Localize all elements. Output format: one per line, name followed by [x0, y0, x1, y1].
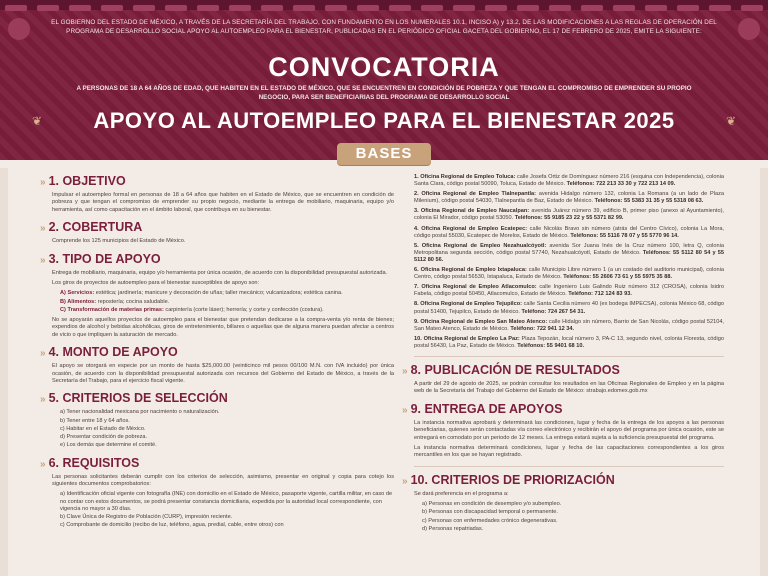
section-monto	[40, 345, 394, 385]
list-item: d) Personas repatriadas.	[422, 525, 484, 532]
section-text: El apoyo se otorgará en especie por un monto de hasta $25,000.00 (veinticinco mil pesos 00/100 M.N. con IVA incluido) por única ocasión, de acuerdo con la disponibilidad presupuestal autorizada con recursos del Gobierno del Estado de México, a través de la Secretaría del Trabajo, para el ejercicio fiscal vigente.	[52, 363, 394, 385]
right-column	[402, 174, 725, 539]
office-item: 7. Oficina Regional de Empleo Atlacomulco: calle Ingeniero Luis Galindo Ruiz número 312 (CROSA), colonia Isidro Fabela, código postal 50450, Atlacomulco, Estado de México. Teléfono: 712 124 83 93.	[414, 284, 724, 298]
section-title: » 1. OBJETIVO	[40, 174, 126, 188]
chevron-icon: »	[402, 404, 408, 416]
section-priorizacion	[402, 472, 724, 533]
section-cobertura	[40, 220, 394, 245]
section-requisitos	[40, 455, 394, 530]
divider	[414, 356, 724, 357]
list-item: C) Transformación de materias primas: carpintería (corte láser); herrería; y corte y confección (costura).	[60, 306, 324, 313]
flourish-left-icon: ❦	[32, 114, 43, 128]
section-title: » 2. COBERTURA	[40, 220, 143, 235]
section-title: » 9. ENTREGA DE APOYOS	[402, 401, 563, 416]
page-title: CONVOCATORIA	[268, 52, 500, 82]
list-item: A) Servicios: estética; jardinería; manicure y decoración de uñas; taller mecánico; vulcanizadora; estética canina.	[60, 290, 343, 297]
chevron-icon: »	[40, 177, 46, 188]
section-text: La instancia normativa determinará condiciones, lugar y fecha de las capacitaciones correspondientes a los giros mercantiles en los que se hayan registrado.	[414, 445, 724, 459]
office-item: 10. Oficina Regional de Empleo La Paz: Plaza Tepozán, local número 3, PA-C 13, segundo nivel, colonia Floresta, código postal 56430, La Paz, Estado de México. Teléfonos: 55 9401 68 10.	[414, 335, 724, 349]
section-title: » 10. CRITERIOS DE PRIORIZACIÓN	[402, 472, 615, 487]
chevron-icon: »	[40, 223, 46, 235]
decorative-strip	[0, 0, 768, 10]
section-title: » 3. TIPO DE APOYO	[40, 251, 161, 266]
section-tipo-apoyo	[40, 251, 394, 340]
section-title: » 5. CRITERIOS DE SELECCIÓN	[40, 391, 228, 406]
chevron-icon: »	[40, 394, 46, 406]
chevron-icon: »	[402, 365, 408, 377]
chevron-icon: »	[40, 254, 46, 266]
list-item: c) Habitar en el Estado de México.	[60, 425, 146, 432]
emblem-left-icon	[8, 18, 30, 40]
section-text: No se apoyarán aquellos proyectos de autoempleo para el bienestar que pretendan dedicarse a la compra-venta y/o renta de bienes; expendios de alcohol y bebidas alcohólicas, giros de entretenimiento, billares o aquellas que de alguna manera puedan afectar a centros de vicio o que impliquen la saturación de mercado.	[52, 317, 394, 338]
office-item: 6. Oficina Regional de Empleo Ixtapaluca: calle Municipio Libre número 1 (a un costado del auditorio municipal), colonia Centro, código postal 56530, Ixtapaluca, Estado de México. Teléfonos: 55 2606 73 61 y 55 5975 35 88.	[414, 267, 724, 281]
list-item: a) Personas en condición de desempleo y/o subempleo.	[422, 501, 562, 508]
section-text: Impulsar el autoempleo formal en personas de 18 a 64 años que habiten en el Estado de México, que se encuentren en condición de pobreza y que tengan el compromiso de emprender su propio negocio, mediante la entrega de mobiliario, maquinaria, equipo y/o herramienta, así como capacitación en el ámbito laboral, que contribuya en su bienestar.	[52, 192, 394, 213]
header-band	[0, 0, 768, 160]
list-item: b) Personas con discapacidad temporal o permanente.	[422, 509, 558, 516]
left-column	[40, 174, 394, 535]
program-title: APOYO AL AUTOEMPLEO PARA EL BIENESTAR 2025	[93, 108, 675, 133]
page-subtitle: A PERSONAS DE 18 A 64 AÑOS DE EDAD, QUE HABITEN EN EL ESTADO DE MÉXICO, QUE SE ENCUENTREN EN CONDICIÓN DE POBREZA Y QUE TENGAN EL COMPROMISO DE EMPRENDER SU PROPIO NEGOCIO, PARA SER BENEFICIARIAS DEL PROGRAMA DE DESARROLLO SOCIAL	[76, 85, 692, 101]
section-text: La instancia normativa aprobará y determinará las condiciones, lugar y fecha de la entrega de los apoyos a las personas beneficiarias, quienes serán contactadas vía correo electrónico y recibirán el apoyo del programa por única ocasión, este se entregará en comodato por un periodo de 12 meses. La entrega estará sujeta a la suficiencia presupuestal del programa.	[414, 419, 724, 441]
list-item: d) Presentar condición de pobreza.	[60, 434, 148, 441]
section-entrega	[402, 401, 724, 460]
section-text: Las personas solicitantes deberán cumplir con los criterios de selección, asimismo, presentar en original y copia para cotejo los siguientes documentos comprobatorios:	[52, 473, 394, 487]
section-title: » 4. MONTO DE APOYO	[40, 345, 178, 360]
list-item: a) Tener nacionalidad mexicana por nacimiento o naturalización.	[60, 409, 220, 416]
office-item: 2. Oficina Regional de Empleo Tlalnepantla: avenida Hidalgo número 132, colonia La Romana (a un lado de Plaza Milenium), código postal 54030, Tlalnepantla de Baz, Estado de México. Teléfonos: 55 5383 31 35 y 55 5318 08 63.	[414, 191, 724, 205]
bases-badge: BASES	[337, 143, 431, 165]
divider	[414, 466, 724, 467]
list-item: a) Identificación oficial vigente con fotografía (INE) con domicilio en el Estado de México, pasaporte vigente, cartilla militar, en caso de no contar con estos documentos, se podrá presentar constancia domiciliaria, expedida por la autoridad local correspondiente, con vigencia no mayor a 30 días.	[60, 491, 393, 512]
list-item: e) Los demás que determine el comité.	[60, 442, 157, 449]
list-item: c) Comprobante de domicilio (recibo de luz, teléfono, agua, predial, cable, entre otros) con	[60, 522, 284, 529]
section-title: » 6. REQUISITOS	[40, 455, 140, 470]
offices-list	[414, 174, 724, 350]
office-item: 5. Oficina Regional de Empleo Nezahualcóyotl: avenida Sor Juana Inés de la Cruz número 100, letra Q, colonia Metropolitana segunda sección, código postal 57740, Nezahualcóyotl, Estado de México. Teléfonos: 55 5112 80 54 y 55 5112 80 56.	[414, 242, 725, 263]
office-item: 1. Oficina Regional de Empleo Toluca: calle Josefa Ortiz de Domínguez número 216 (esquina con Independencia), colonia Santa Clara, código postal 50090, Toluca, Estado de México. Teléfonos: 722 213 33 30 y 722 213 14 09.	[414, 174, 724, 188]
section-text: Los giros de proyectos de autoempleo para el bienestar susceptibles de apoyo son:	[52, 280, 260, 287]
intro-text: EL GOBIERNO DEL ESTADO DE MÉXICO, A TRAVÉS DE LA SECRETARÍA DEL TRABAJO, CON FUNDAMENTO EN LOS NUMERALES 10.1, INCISO A) y 13.2, DE LAS MODIFICACIONES A LAS REGLAS DE OPERACIÓN DEL PROGRAMA DE DESARROLLO SOCIAL APOYO AL AUTOEMPLEO PARA EL BIENESTAR, PUBLICADAS EN EL PERIÓDICO OFICIAL GACETA DEL GOBIERNO, EL 17 DE FEBRERO DE 2025, EMITE LA SIGUIENTE:	[51, 19, 717, 35]
list-item: B) Alimentos: repostería; cocina saludable.	[60, 298, 170, 305]
section-text: A partir del 29 de agosto de 2025, se podrán consultar los resultados en las Oficinas Regionales de Empleo y en la página web de la Secretaría del Trabajo del Gobierno del Estado de México: strabajo.edomex.gob.mx	[414, 380, 724, 395]
office-item: 4. Oficina Regional de Empleo Ecatepec: calle Nicolás Bravo sin número (atrás del Centro Cívico), colonia La Mora, código postal 55030, Ecatepec de Morelos, Estado de México. Teléfonos: 55 5116 78 07 y 55 5770 96 14.	[414, 225, 724, 239]
section-text: Se dará preferencia en el programa a:	[414, 490, 509, 497]
chevron-icon: »	[40, 458, 46, 470]
office-item: 9. Oficina Regional de Empleo San Mateo Atenco: calle Hidalgo sin número, Barrio de San Nicolás, código postal 52104, San Mateo Atenco, Estado de México. Teléfono: 722 941 12 34.	[414, 318, 724, 332]
emblem-right-icon	[738, 18, 760, 40]
flourish-right-icon: ❦	[725, 114, 736, 128]
section-title: » 8. PUBLICACIÓN DE RESULTADOS	[402, 362, 620, 377]
section-text: Comprende los 125 municipios del Estado de México.	[52, 238, 186, 245]
office-item: 8. Oficina Regional de Empleo Tejupilco: calle Santa Cecilia número 40 (ex bodega IMPECSA), colonia México 68, código postal 51400, Tejupilco, Estado de México. Teléfono: 724 267 54 31.	[414, 301, 725, 315]
list-item: b) Tener entre 18 y 64 años.	[60, 417, 130, 424]
list-item: b) Clave Única de Registro de Población (CURP), impresión reciente.	[60, 513, 233, 520]
section-criterios	[40, 391, 394, 449]
content-area	[0, 168, 768, 576]
section-text: Entrega de mobiliario, maquinaria, equipo y/o herramienta por única ocasión, de acuerdo con la disponibilidad presupuestal autorizada.	[52, 269, 388, 276]
section-publicacion	[402, 362, 724, 396]
office-item: 3. Oficina Regional de Empleo Naucalpan: avenida Juárez número 39, edificio B, primer piso (anexo al Ayuntamiento), colonia El Mirador, código postal 53050. Teléfonos: 55 9185 23 22 y 55 5371 82 99.	[414, 208, 724, 222]
chevron-icon: »	[402, 475, 408, 487]
section-objetivo	[40, 174, 394, 214]
chevron-icon: »	[40, 348, 46, 360]
list-item: c) Personas con enfermedades crónico degenerativas.	[422, 517, 558, 524]
